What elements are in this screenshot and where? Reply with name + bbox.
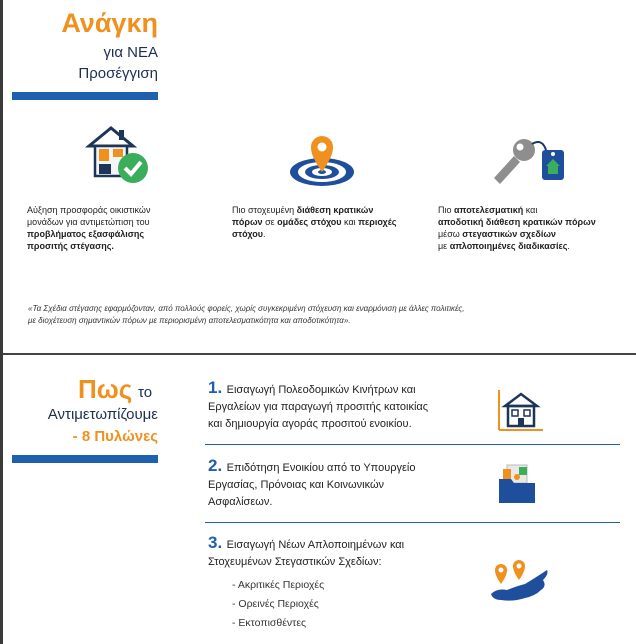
pillar3-pre4: με xyxy=(438,241,450,251)
cyprus-map-pins-icon xyxy=(487,560,557,606)
pillar-item-3-line1: Εισαγωγή Νέων Απλοποιημένων και xyxy=(226,539,405,551)
pillar3-pre3: μέσω xyxy=(438,229,463,239)
pillar1-line1: Αύξηση προσφοράς οικιστικών xyxy=(27,205,151,215)
pillar-item-1-line2: Εργαλείων για παραγωγή προσιτής κατοικίας xyxy=(208,401,429,413)
pillar3-bold4: απλοποιημένες διαδικασίες xyxy=(449,241,568,251)
pillar-item-3-sub2: - Ορεινές Περιοχές xyxy=(232,598,319,610)
pillar1-bold2: προσιτής στέγασης. xyxy=(27,241,114,251)
section2-title-line3: - 8 Πυλώνες xyxy=(72,428,158,445)
section1-title-underline xyxy=(12,92,158,100)
pillar3-mid: και xyxy=(523,205,538,215)
pillar2-bold3: ομάδες στόχου xyxy=(277,217,342,227)
house-check-icon xyxy=(85,124,155,186)
pillar-item-1-separator xyxy=(205,444,620,445)
left-edge-rule xyxy=(0,0,3,644)
pillar-item-1 xyxy=(208,378,498,433)
pillar-item-2-line1: Επιδότηση Ενοικίου από το Υπουργείο xyxy=(226,462,416,474)
pillar1-line2: μονάδων για αντιμετώπιση του xyxy=(27,217,150,227)
pillar2-pre: Πιο στοχευμένη xyxy=(232,205,297,215)
pillar2-bold5: στόχου xyxy=(232,229,263,239)
pillar3-bold3: στεγαστικών σχεδίων xyxy=(462,229,556,239)
pillar3-pre: Πιο xyxy=(438,205,455,215)
pillar-item-3-sub3: - Εκτοπισθέντες xyxy=(232,617,307,629)
section1-title: Ανάγκη xyxy=(61,8,158,38)
pillar-item-3-line2: Στοχευμένων Στεγαστικών Σχεδίων: xyxy=(208,556,382,568)
pillar-item-2 xyxy=(208,456,498,511)
section-divider xyxy=(3,353,636,355)
pillar-item-3-sub1: - Ακριτικές Περιοχές xyxy=(232,579,325,591)
pillar1-text xyxy=(27,204,207,252)
pillar-item-2-line2: Εργασίας, Πρόνοιας και Κοινωνικών xyxy=(208,479,385,491)
pillar-item-1-number: 1. xyxy=(208,378,223,397)
section2-title-big: Πως xyxy=(78,374,133,404)
section1-subtitle-line2: Προσέγγιση xyxy=(78,65,158,82)
pillar-item-1-line1: Εισαγωγή Πολεοδομικών Κινήτρων και xyxy=(226,384,416,396)
folder-coins-icon xyxy=(497,463,537,505)
pillar-item-2-separator xyxy=(205,522,620,523)
pillar3-text xyxy=(438,204,628,252)
pillar-item-2-number: 2. xyxy=(208,456,223,475)
quote-line2: με διοχέτευση σημαντικών πόρων με περιορισμένη αποτελεσματικότητα και αποδοτικότητα». xyxy=(28,316,351,325)
house-key-icon xyxy=(490,132,570,190)
quote-line1: «Τα Σχέδια στέγασης εφαρμόζονταν, από πολλούς φορείς, χωρίς συγκεκριμένη στόχευση και εναρμόνιση με άλλες πολιτικές, xyxy=(28,304,465,313)
pillar2-text xyxy=(232,204,422,240)
section2-title-line2: Αντιμετωπίζουμε xyxy=(47,406,158,423)
pillar2-end: . xyxy=(262,229,266,239)
pillar2-mid2: και xyxy=(341,217,359,227)
pillar2-mid: σε xyxy=(262,217,278,227)
section1-subtitle-line1: για ΝΕΑ xyxy=(103,44,158,61)
pillar3-bold2: αποδοτική διάθεση κρατικών πόρων xyxy=(438,217,596,227)
section2-title-underline xyxy=(12,455,158,463)
pillar2-bold4: περιοχές xyxy=(358,217,397,227)
location-target-icon xyxy=(287,132,357,188)
pillar2-bold2: πόρων xyxy=(232,217,263,227)
pillar1-bold1: προβλήματος εξασφάλισης xyxy=(27,229,145,239)
pillar-item-3 xyxy=(208,533,498,629)
section1-quote xyxy=(28,303,608,327)
pillar2-bold1: διάθεση κρατικών xyxy=(296,205,374,215)
pillar-item-3-number: 3. xyxy=(208,533,223,552)
pillar-item-1-line3: και δημιουργία αγοράς προσιτού ενοικίου. xyxy=(208,418,412,430)
pillar3-bold1: αποτελεσματική xyxy=(454,205,524,215)
section2-title-to: το xyxy=(138,384,153,401)
pillar-item-2-line3: Ασφαλίσεων. xyxy=(208,496,273,508)
pillar3-end: . xyxy=(567,241,570,251)
house-frame-icon xyxy=(497,388,545,432)
